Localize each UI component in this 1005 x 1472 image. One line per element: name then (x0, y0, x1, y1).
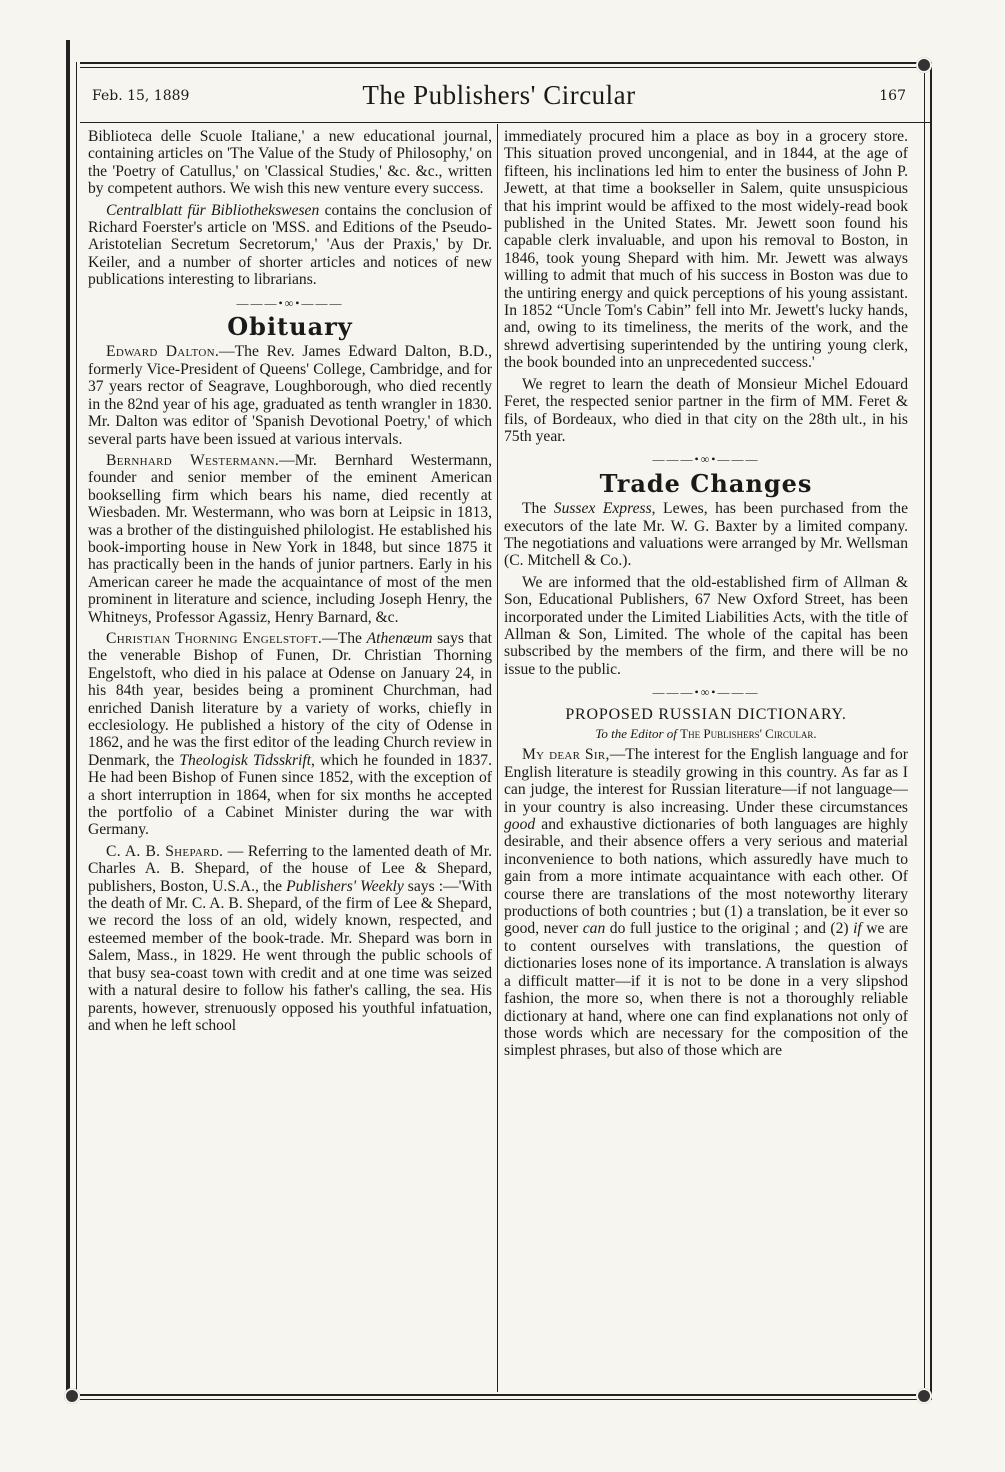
section-separator: ———•∞•——— (652, 685, 760, 700)
section-separator: ———•∞•——— (236, 295, 344, 310)
left-border-thin (76, 62, 77, 1400)
journal-title: Centralblatt für Bibliothekswesen (106, 201, 320, 219)
letter-paragraph: My dear Sir,—The interest for the English language and for English literature is steadily growing in this country. As far as I can judge, the interest for Russian literature—if not language—in your country is also increasing. Under these circumstances good and exhaustive dictionaries of both languages are highly desirable, and their absence offers a very serious and material inconvenience to both nations, which assuredly have much to gain from a more intimate acquaintance with each other. Of course there are translations of the most noteworthy literary productions of both countries ; but (1) a translation, be it ever so good, never can do full justice to the original ; and (2) if we are to content ourselves with translations, the question of dictionaries loses none of its importance. A translation is always a difficult matter—if it is not to be done in a very slipshod fashion, the more so, when there is not a thoroughly reliable dictionary at hand, where one can find explanations not only of those words which are necessary for the composition of the simplest phrases, but also of those which are (504, 746, 908, 1060)
paragraph: We regret to learn the death of Monsieur Michel Edouard Feret, the respected senior partner in the firm of MM. Feret & fils, of Bordeaux, who died in that city on the 28th ult., in his 75th year. (504, 375, 908, 445)
right-column (504, 128, 908, 1388)
entry-name: Christian Thorning Engelstoft. (106, 629, 323, 647)
page-number: 167 (879, 88, 906, 104)
right-border-thin (924, 62, 925, 1400)
column-divider (497, 124, 498, 1392)
page-header (86, 78, 912, 118)
page-title: The Publishers' Circular (362, 80, 636, 110)
dictionary-heading: PROPOSED RUSSIAN DICTIONARY. (565, 705, 847, 723)
entry-name: Edward Dalton. (106, 343, 220, 361)
top-rule (80, 62, 932, 64)
header-rule (80, 122, 932, 123)
entry-name: C. A. B. Shepard. (106, 842, 224, 860)
obituary-entry: Edward Dalton.—The Rev. James Edward Dalton, B.D., formerly Vice-President of Queens' College, Cambridge, and for 37 years rector of Seagrave, Loughborough, who died recently in the 82nd year of his age, graduated as tenth wrangler in 1830. Mr. Dalton was editor of 'Spanish Devotional Poetry,' of which several parts have been issued at various intervals. (88, 343, 492, 448)
left-border-thick (66, 40, 70, 1400)
section-separator: ———•∞•——— (652, 452, 760, 467)
obituary-entry: Bernhard Westermann.—Mr. Bernhard Westermann, founder and senior member of the eminent American bookselling firm which bears his name, died recently at Wiesbaden. Mr. Westermann, who was born at Leipsic in 1813, was a brother of the distinguished philologist. He established his book-importing house in New York in 1848, but since 1875 it has practically been in the hands of junior partners. Early in his American career he made the acquaintance of most of the men prominent in literature and science, including Joseph Henry, the Whitneys, Professor Agassiz, Henry Barnard, &c. (88, 451, 492, 626)
issue-date: Feb. 15, 1889 (92, 88, 190, 104)
dictionary-subheading: To the Editor of The Publishers' Circular. (595, 726, 817, 741)
paragraph: Biblioteca delle Scuole Italiane,' a new educational journal, containing articles on 'The Value of the Study of Philosophy,' on the 'Poetry of Catullus,' on 'Classical Studies,' &c. &c., written by competent authors. We wish this new venture every success. (88, 128, 492, 198)
corner-ornament-icon (916, 57, 932, 73)
top-rule-thin (80, 67, 932, 68)
corner-ornament-icon (916, 1388, 932, 1404)
left-column (88, 128, 492, 1388)
obituary-entry: C. A. B. Shepard. — Referring to the lamented death of Mr. Charles A. B. Shepard, of the house of Lee & Shepard, publishers, Boston, U.S.A., the Publishers' Weekly says :—'With the death of Mr. C. A. B. Shepard, of the firm of Lee & Shepard, we record the loss of an old, widely known, respected, and esteemed member of the book-trade. Mr. Shepard was born in Salem, Mass., in 1829. He went through the public schools of that busy sea-coast town with credit and at one time was seized with a natural desire to follow his father's calling, the sea. His parents, however, strenuously opposed his youthful infatuation, and when he left school (88, 842, 492, 1034)
paragraph: The Sussex Express, Lewes, has been purchased from the executors of the late Mr. W. G. Baxter by a limited company. The negotiations and valuations were arranged by Mr. Wellsman (C. Mitchell & Co.). (504, 500, 908, 570)
bottom-rule (80, 1394, 932, 1396)
entry-name: Bernhard Westermann. (106, 451, 280, 469)
paragraph: Centralblatt für Bibliothekswesen contains the conclusion of Richard Foerster's article on 'MSS. and Editions of the Pseudo-Aristotelian Secretum Secretorum,' 'Aus der Praxis,' by Dr. Keiler, and a number of shorter articles and notices of new publications interesting to librarians. (88, 201, 492, 289)
paragraph: We are informed that the old-established firm of Allman & Son, Educational Publishers, 67 New Oxford Street, has been incorporated under the Limited Liabilities Acts, with the title of Allman & Son, Limited. The whole of the capital has been subscribed by the members of the firm, and there will be no issue to the public. (504, 573, 908, 678)
salutation: My dear Sir, (522, 746, 610, 764)
bottom-rule-thin (80, 1399, 932, 1400)
obituary-entry: Christian Thorning Engelstoft.—The Athenæum says that the venerable Bishop of Funen, Dr. Christian Thorning Engelstoft, who died in his palace at Odense on January 24, in his 84th year, besides being a prominent Churchman, had enriched Danish literature by a variety of works, chiefly in ecclesiology. He published a history of the city of Odense in 1862, and he was the first editor of the leading Church review in Denmark, the Theologisk Tidsskrift, which he founded in 1837. He had been Bishop of Funen since 1852, with the exception of a short interruption in 1864, when for six months he accepted the portfolio of a Cabinet Minister during the war with Germany. (88, 629, 492, 839)
obituary-heading: Obituary (227, 312, 353, 342)
corner-ornament-icon (64, 1388, 80, 1404)
right-border-thick (930, 62, 932, 1400)
paragraph: immediately procured him a place as boy in a grocery store. This situation proved uncongenial, and in 1844, at the age of fifteen, his inclinations led him to enter the business of John P. Jewett, at that time a bookseller in Salem, quite unsuspicious that his imprint would be affixed to the most widely-read book published in the United States. Mr. Jewett soon found his capable clerk invaluable, and upon his removal to Boston, in 1846, took young Shepard with him. Mr. Jewett was always willing to admit that much of his success in Boston was due to the untiring energy and quick perceptions of his young assistant. In 1852 “Uncle Tom's Cabin” fell into Mr. Jewett's lucky hands, and, owing to its timeliness, the merits of the work, and the shrewd advertising superintended by the untiring young clerk, the book bounded into an unprecedented success.' (504, 128, 908, 372)
trade-changes-heading: Trade Changes (599, 468, 813, 498)
